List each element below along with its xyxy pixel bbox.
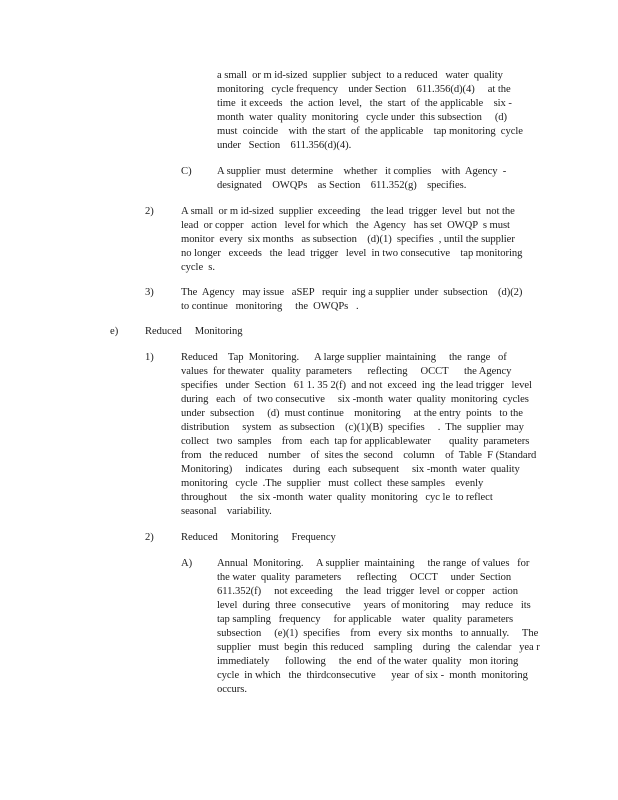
text-line: seasonal variability. [181, 506, 272, 517]
text-line: specifies under Section 61 1. 35 2(f) and not exceed ing the lead trigger level [181, 380, 532, 391]
text-line: during each of two consecutive six -month water quality monitoring cycles [181, 394, 529, 405]
text-line: under Section 611.356(d)(4). [217, 140, 352, 151]
text-line: subsection (e)(1) specifies from every six months to annually. The [217, 628, 539, 639]
text-line: designated OWQPs as Section 611.352(g) specifies. [217, 180, 467, 191]
text-line: cycle in which the thirdconsecutive year of six - month monitoring [217, 670, 528, 681]
text-line: must coincide with the start of the applicable tap monitoring cycle [217, 126, 523, 137]
text-line: cycle s. [181, 262, 215, 273]
text-line: A supplier must determine whether it complies with Agency - [217, 166, 507, 177]
text-line: collect two samples from each tap for applicablewater quality parameters [181, 436, 530, 447]
text-line: distribution system as subsection (c)(1)(B) specifies . The supplier may [181, 422, 524, 433]
text-line: immediately following the end of the water quality mon itoring [217, 656, 519, 667]
item-label: C) [181, 166, 192, 177]
text-line: throughout the six -month water quality monitoring cyc le to reflect [181, 492, 493, 503]
text-line: from the reduced number of sites the second column of Table F (Standard [181, 450, 537, 461]
text-line: month water quality monitoring cycle under this subsection (d) [217, 112, 508, 123]
item-label: 2) [145, 532, 154, 543]
item-label: 1) [145, 352, 154, 363]
text-line: the water quality parameters reflecting OCCT under Section [217, 572, 512, 583]
text-line: values for thewater quality parameters reflecting OCCT the Agency [181, 366, 512, 377]
text-line: Annual Monitoring. A supplier maintaining the range of values for [217, 558, 530, 569]
text-line: no longer exceeds the lead trigger level in two consecutive tap monitoring [181, 248, 523, 259]
text-line: a small or m id-sized supplier subject to a reduced water quality [217, 70, 503, 81]
text-line: The Agency may issue aSEP requir ing a supplier under subsection (d)(2) [181, 287, 523, 298]
text-line: lead or copper action level for which the Agency has set OWQP s must [181, 220, 510, 231]
text-line: level during three consecutive years of monitoring may reduce its [217, 600, 531, 611]
text-line: monitor every six months as subsection (d)(1) specifies , until the supplier [181, 234, 515, 245]
text-line: to continue monitoring the OWQPs . [181, 301, 359, 312]
item-heading: Reduced Monitoring Frequency [181, 532, 336, 543]
text-line: Reduced Tap Monitoring. A large supplier maintaining the range of [181, 352, 507, 363]
item-label: 3) [145, 287, 154, 298]
text-line: occurs. [217, 684, 247, 695]
text-line: supplier must begin this reduced sampling during the calendar yea r [217, 642, 540, 653]
text-line: A small or m id-sized supplier exceeding the lead trigger level but not the [181, 206, 515, 217]
text-line: 611.352(f) not exceeding the lead trigger level or copper action [217, 586, 519, 597]
item-label: 2) [145, 206, 154, 217]
text-line: tap sampling frequency for applicable water quality parameters [217, 614, 514, 625]
text-line: time it exceeds the action level, the start of the applicable six - [217, 98, 512, 109]
text-line: monitoring cycle frequency under Section 611.356(d)(4) at the [217, 84, 511, 95]
text-line: Monitoring) indicates during each subsequent six -month water quality [181, 464, 520, 475]
section-label: e) [110, 326, 119, 337]
text-line: under subsection (d) must continue monitoring at the entry points to the [181, 408, 523, 419]
section-heading: Reduced Monitoring [145, 326, 243, 337]
item-label: A) [181, 558, 193, 569]
text-line: monitoring cycle .The supplier must collect these samples evenly [181, 478, 484, 489]
